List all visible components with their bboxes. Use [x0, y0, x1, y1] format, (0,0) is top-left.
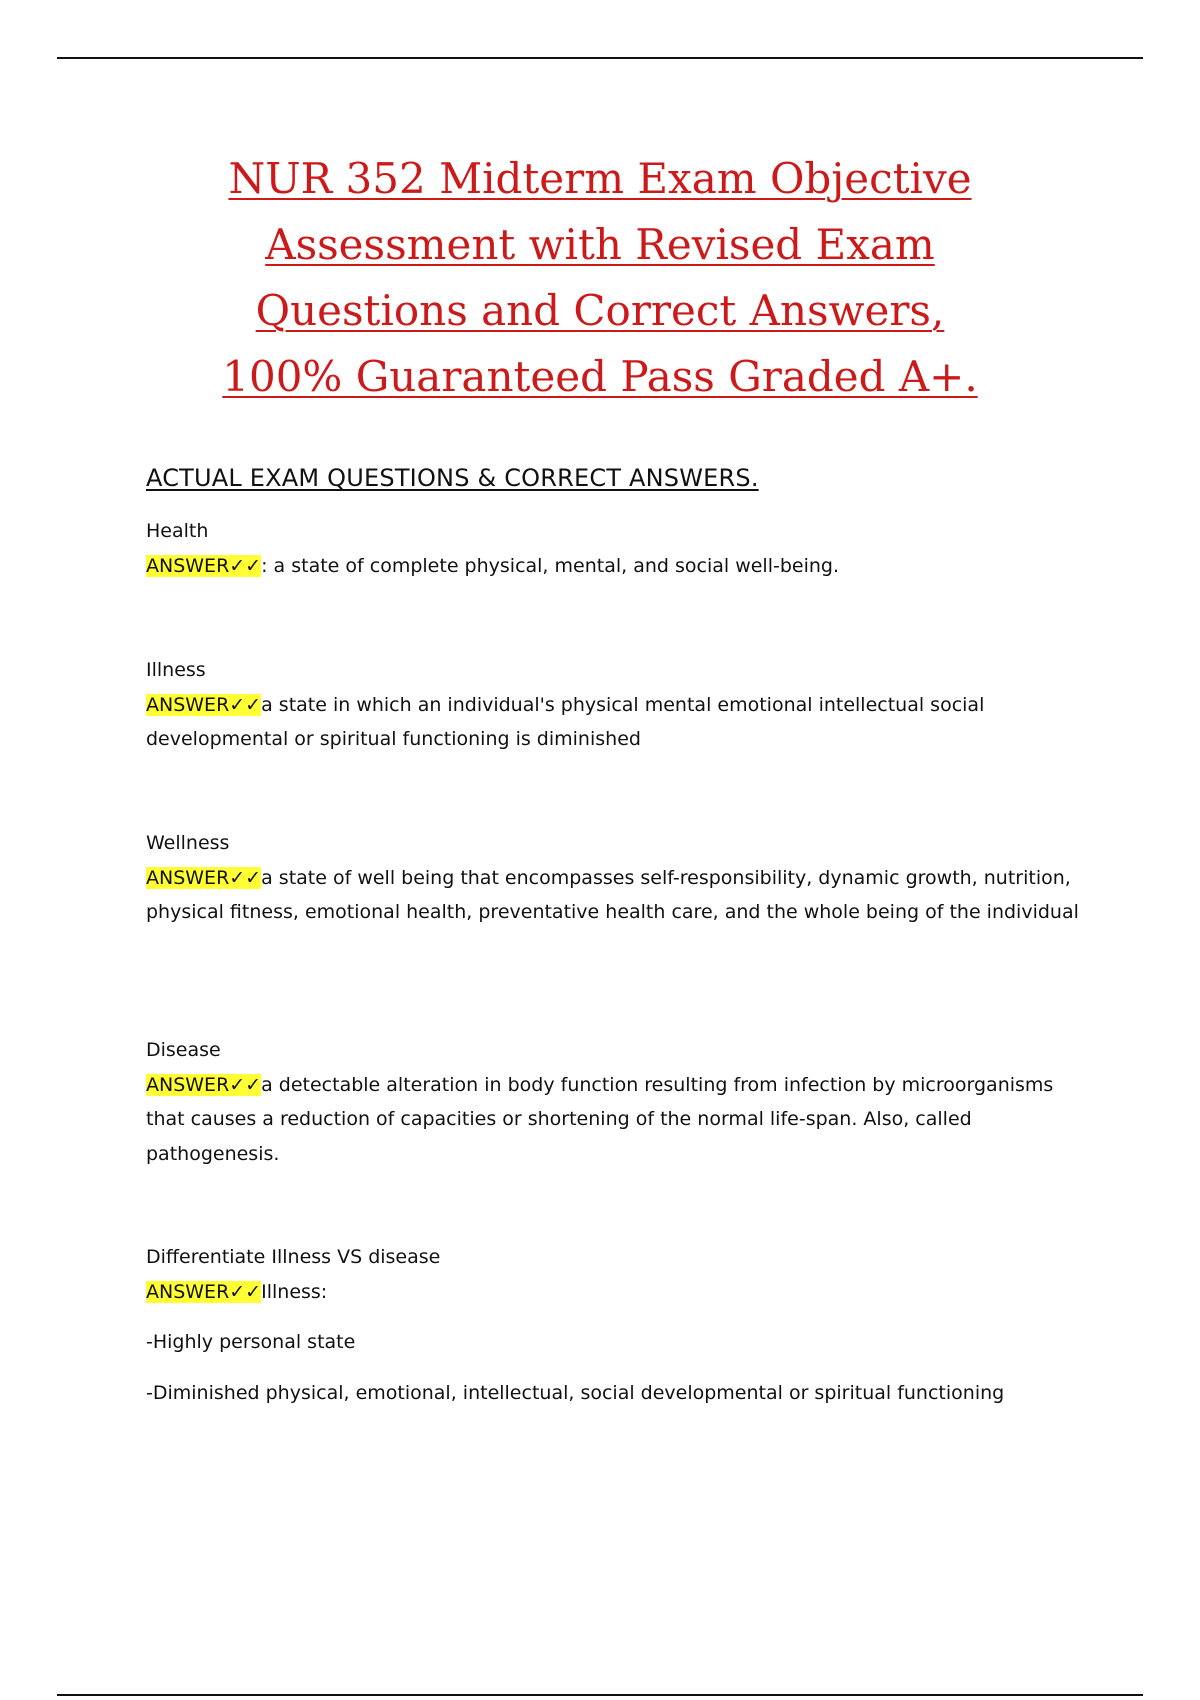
- answer-body: Illness:: [261, 1280, 328, 1303]
- answer-text: [146, 1068, 1096, 1172]
- answer-label: ANSWER✓✓: [146, 866, 262, 889]
- section-heading: ACTUAL EXAM QUESTIONS & CORRECT ANSWERS.: [146, 464, 759, 492]
- qa-item-wellness: [146, 826, 1096, 930]
- answer-bullet: -Highly personal state: [146, 1331, 356, 1353]
- title-line: NUR 352 Midterm Exam Objective: [228, 154, 972, 203]
- answer-bullet: -Diminished physical, emotional, intellectual, social developmental or spiritual functioning: [146, 1381, 1005, 1404]
- document-title: [200, 146, 1000, 410]
- qa-item-differentiate: [146, 1240, 1096, 1410]
- answer-text: [146, 861, 1096, 930]
- title-line: Questions and Correct Answers,: [255, 286, 945, 335]
- answer-body: a state of well being that encompasses self-responsibility, dynamic growth, nutrition, physical fitness, emotional health, preventative health care, and the whole being of the individual: [146, 866, 1079, 923]
- answer-body: a detectable alteration in body function resulting from infection by microorganisms that causes a reduction of capacities or shortening of the normal life-span. Also, called pathogenesis.: [146, 1073, 1054, 1165]
- qa-item-disease: [146, 1033, 1096, 1171]
- question-term: Wellness: [146, 832, 230, 854]
- answer-text: [146, 549, 1096, 584]
- question-term: Health: [146, 520, 209, 542]
- question-term: Differentiate Illness VS disease: [146, 1246, 441, 1268]
- answer-label: ANSWER✓✓: [146, 554, 262, 577]
- answer-text: [146, 1275, 1096, 1310]
- answer-body: a state in which an individual's physical mental emotional intellectual social developmental or spiritual functioning is diminished: [146, 693, 985, 750]
- answer-label: ANSWER✓✓: [146, 1280, 262, 1303]
- title-line: 100% Guaranteed Pass Graded A+.: [222, 352, 978, 401]
- question-term: Illness: [146, 659, 206, 681]
- qa-item-health: [146, 514, 1096, 583]
- top-divider: [57, 57, 1143, 59]
- answer-label: ANSWER✓✓: [146, 693, 262, 716]
- answer-label: ANSWER✓✓: [146, 1073, 262, 1096]
- answer-body: : a state of complete physical, mental, and social well-being.: [261, 554, 840, 577]
- question-term: Disease: [146, 1039, 221, 1061]
- qa-item-illness: [146, 653, 1096, 757]
- title-line: Assessment with Revised Exam: [265, 220, 935, 269]
- bottom-divider: [57, 1694, 1143, 1696]
- answer-text: [146, 688, 1096, 757]
